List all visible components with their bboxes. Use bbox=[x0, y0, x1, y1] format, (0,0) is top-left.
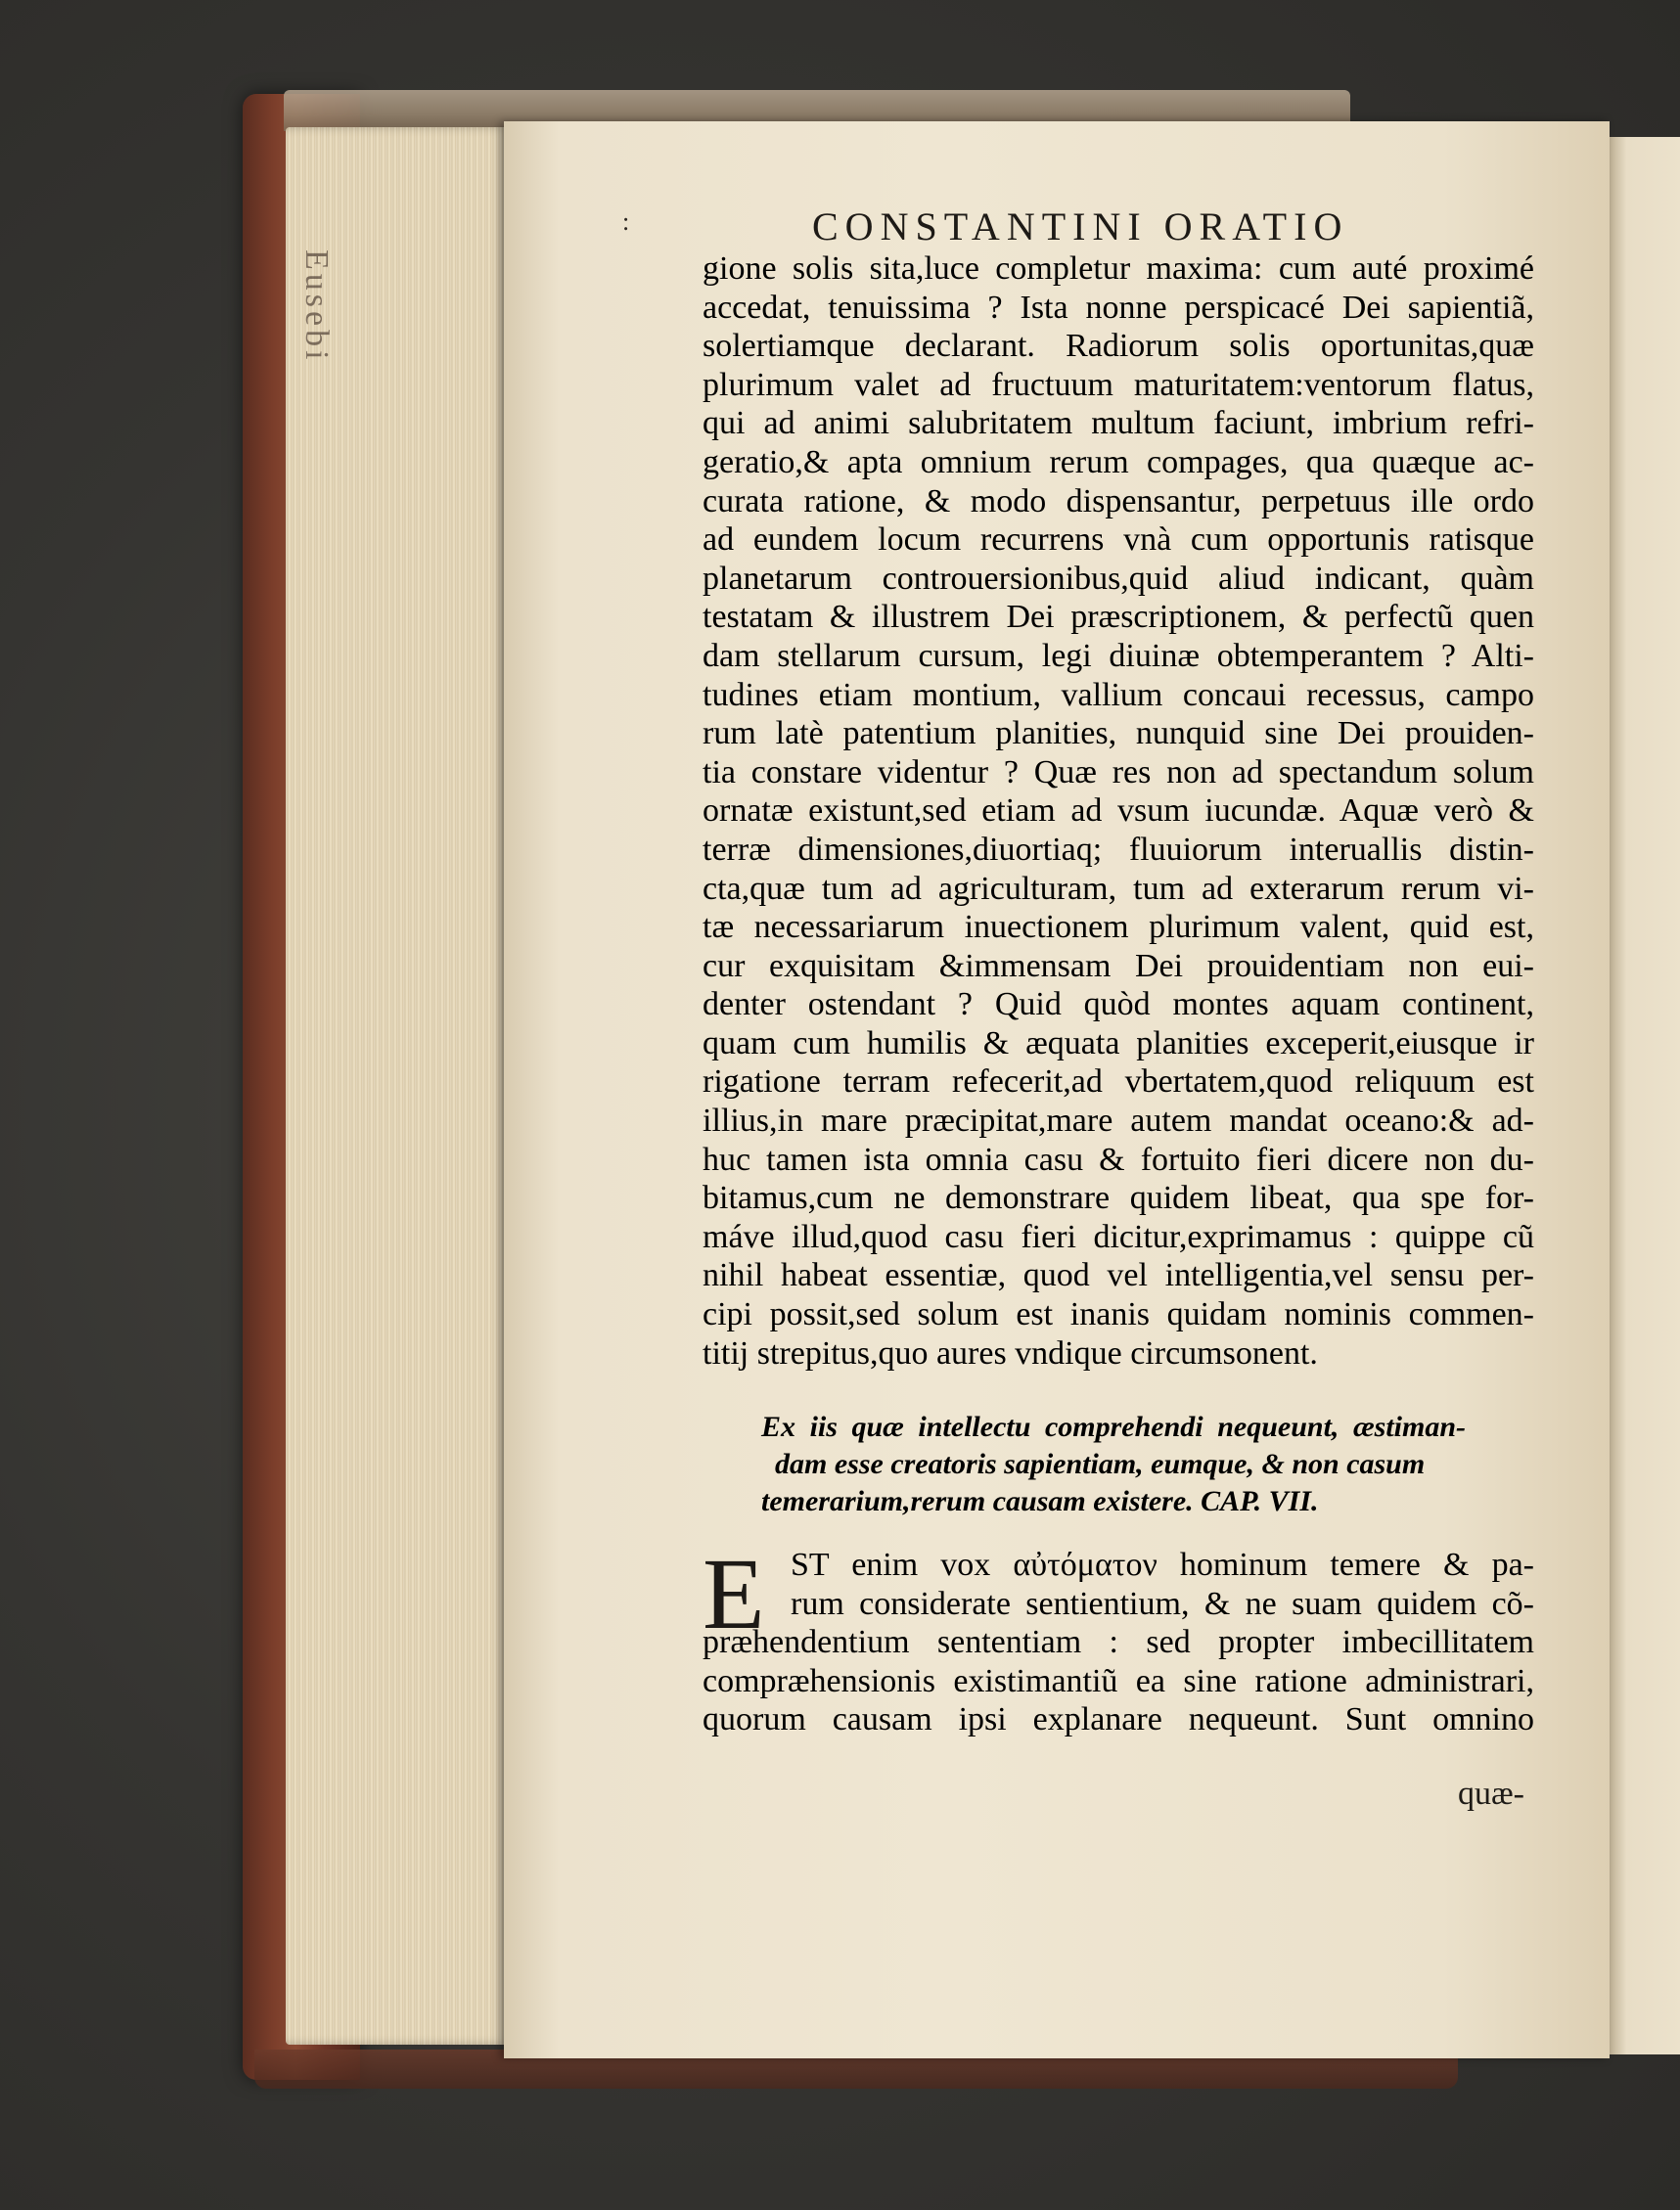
body-line: illius,in mare præcipitat,mare autem mandat oceano:& ad- bbox=[703, 1103, 1534, 1140]
drop-capital: E bbox=[703, 1538, 765, 1650]
head-mark: : bbox=[622, 207, 630, 236]
body-line: ad eundem locum recurrens vnà cum opportunis ratisque bbox=[703, 521, 1534, 559]
caption-line: temerarium,rerum causam existere. CAP. VII. bbox=[761, 1485, 1319, 1517]
caption-line: Ex iis quæ intellectu comprehendi nequeunt, æstiman- bbox=[761, 1411, 1466, 1443]
body-line: accedat, tenuissima ? Ista nonne perspicacé Dei sapientiã, bbox=[703, 289, 1534, 326]
body-line: ornatæ existunt,sed etiam ad vsum iucundæ. Aquæ verò & bbox=[703, 792, 1534, 830]
body-text bbox=[703, 249, 1534, 1373]
body-line: nihil habeat essentiæ, quod vel intelligentia,vel sensu per- bbox=[703, 1257, 1534, 1294]
chapter-line: rum considerate sentientium, & ne suam quidem cõ- bbox=[791, 1585, 1534, 1622]
body-line: tia constare videntur ? Quæ res non ad spectandum solum bbox=[703, 753, 1534, 790]
chapter-line: compræhensionis existimantiũ ea sine ratione administrari, bbox=[703, 1662, 1534, 1699]
body-line: titij strepitus,quo aures vndique circumsonent. bbox=[703, 1334, 1318, 1372]
body-line: cur exquisitam &immensam Dei prouidentiam non eui- bbox=[703, 947, 1534, 984]
body-line: máve illud,quod casu fieri dicitur,exprimamus : quippe cũ bbox=[703, 1218, 1534, 1255]
body-line: solertiamque declarant. Radiorum solis oportunitas,quæ bbox=[703, 328, 1534, 365]
body-line: gione solis sita,luce completur maxima: cum auté proximé bbox=[703, 250, 1534, 287]
body-line: rigatione terram refecerit,ad vbertatem,quod reliquum est bbox=[703, 1063, 1534, 1101]
body-line: curata ratione, & modo dispensantur, perpetuus ille ordo bbox=[703, 482, 1534, 519]
body-line: geratio,& apta omnium rerum compages, qua quæque ac- bbox=[703, 443, 1534, 480]
body-line: testatam & illustrem Dei præscriptionem, & perfectũ quen bbox=[703, 599, 1534, 636]
spine-label: Eusebi bbox=[298, 249, 335, 364]
chapter-caption bbox=[761, 1409, 1466, 1520]
body-line: tudines etiam montium, vallium concaui recessus, campo bbox=[703, 676, 1534, 713]
chapter-line: præhendentium sententiam : sed propter imbecillitatem bbox=[703, 1624, 1534, 1661]
body-line: rum latè patentium planities, nunquid sine Dei prouiden- bbox=[703, 715, 1534, 752]
chapter-text bbox=[703, 1538, 1534, 1739]
body-line: planetarum controuersionibus,quid aliud indicant, quàm bbox=[703, 560, 1534, 597]
running-head: CONSTANTINI ORATIO bbox=[812, 204, 1349, 248]
chapter-line: ST enim vox αὐτόματον hominum temere & pa- bbox=[791, 1547, 1534, 1583]
body-line: dam stellarum cursum, legi diuinæ obtemperantem ? Alti- bbox=[703, 637, 1534, 674]
body-line: denter ostendant ? Quid quòd montes aquam continent, bbox=[703, 986, 1534, 1023]
next-page-edge bbox=[1605, 137, 1680, 2054]
catchword: quæ- bbox=[1458, 1776, 1524, 1812]
body-line: quam cum humilis & æquata planities exceperit,eiusque ir bbox=[703, 1024, 1534, 1061]
body-line: bitamus,cum ne demonstrare quidem libeat, qua spe for- bbox=[703, 1180, 1534, 1217]
body-line: cta,quæ tum ad agriculturam, tum ad exterarum rerum vi- bbox=[703, 870, 1534, 907]
body-line: qui ad animi salubritatem multum faciunt, imbrium refri- bbox=[703, 405, 1534, 442]
chapter-line: quorum causam ipsi explanare nequeunt. Sunt omnino bbox=[703, 1701, 1534, 1738]
body-line: tæ necessariarum inuectionem plurimum valent, quid est, bbox=[703, 909, 1534, 946]
caption-line: dam esse creatoris sapientiam, eumque, & non casum bbox=[775, 1448, 1426, 1480]
body-line: plurimum valet ad fructuum maturitatem:ventorum flatus, bbox=[703, 366, 1534, 403]
body-line: huc tamen ista omnia casu & fortuito fieri dicere non du- bbox=[703, 1141, 1534, 1178]
body-line: cipi possit,sed solum est inanis quidam nominis commen- bbox=[703, 1296, 1534, 1333]
body-line: terræ dimensiones,diuortiaq; fluuiorum interuallis distin- bbox=[703, 831, 1534, 868]
